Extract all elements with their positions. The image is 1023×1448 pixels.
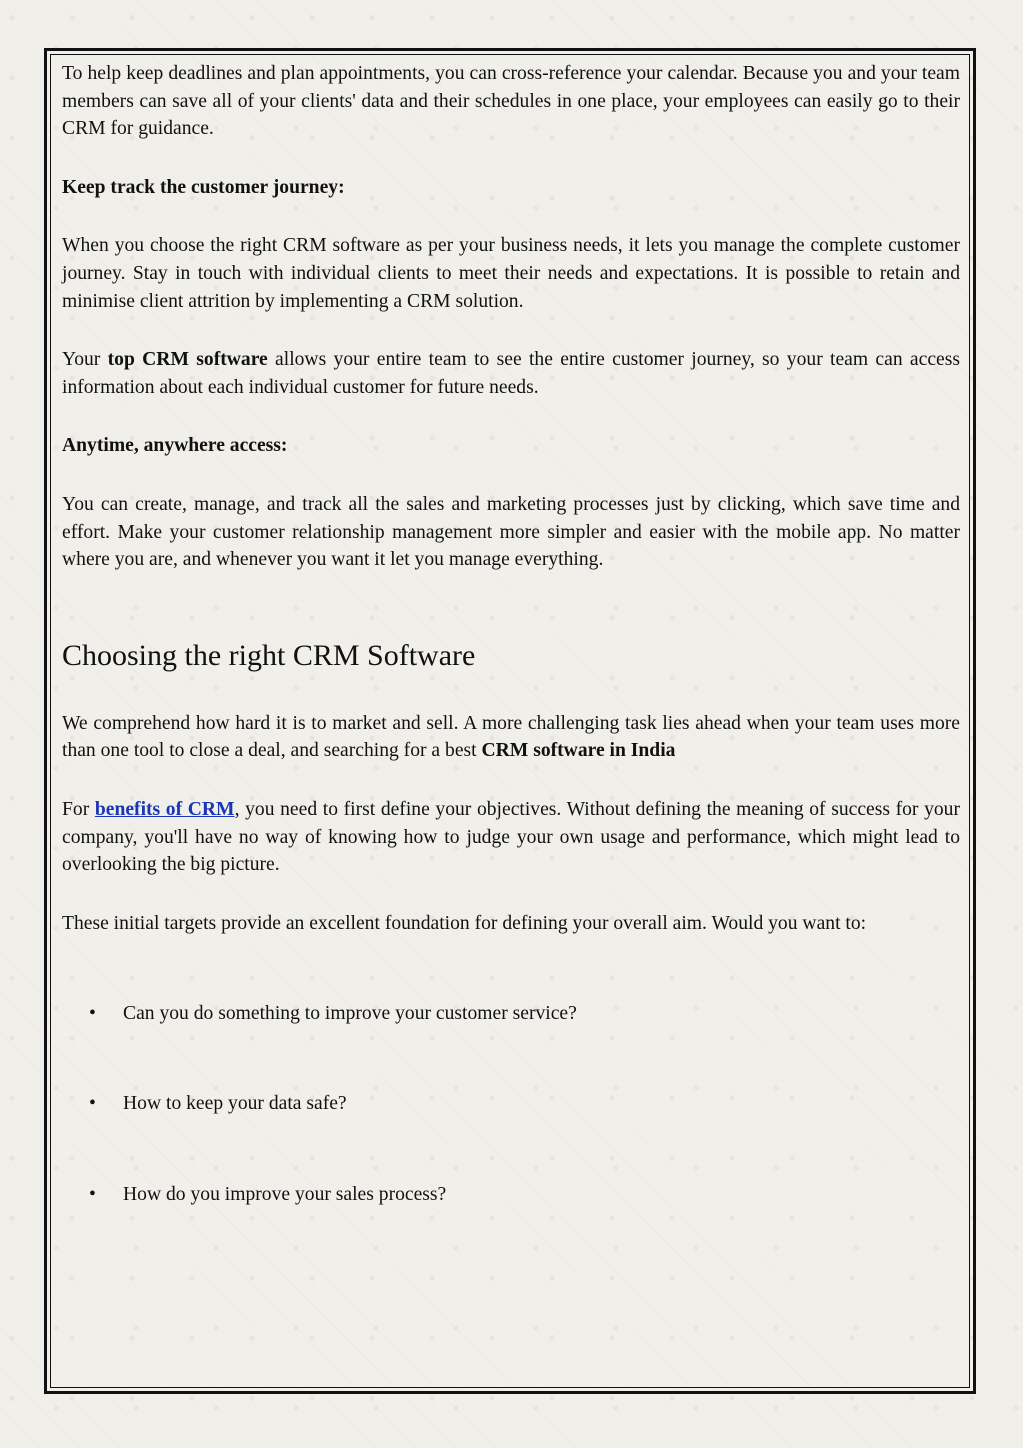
- text-segment: We comprehend how hard it is to market and sell. A more challenging task lies ahead when your team uses more than one tool to close a deal, and searching for a best: [62, 712, 960, 762]
- paragraph-calendar: To help keep deadlines and plan appointments, you can cross-reference your calendar. Because you and your team members can save all of your clients' data and their schedules in one place, your employees can easily go to their CRM for guidance.: [62, 63, 960, 140]
- section-title: Choosing the right CRM Software: [62, 638, 476, 672]
- objectives-list: [62, 1000, 960, 1208]
- paragraph-top-crm: [62, 346, 960, 401]
- paragraph-market-sell: [62, 710, 960, 765]
- heading-anytime-access: Anytime, anywhere access:: [62, 435, 288, 457]
- paragraph-benefits: [62, 796, 960, 879]
- paragraph-anytime-access: You can create, manage, and track all the sales and marketing processes just by clicking, which save time and effort. Make your customer relationship management more simpler and easier with the mobile app. No matter where you are, and whenever you want it let you manage everything.: [62, 493, 960, 571]
- list-item: [62, 1090, 960, 1117]
- paragraph-initial-targets: These initial targets provide an excellent foundation for defining your overall aim. Would you want to:: [62, 912, 867, 934]
- text-segment: allows your entire team to see the entire customer journey, so your team can access information about each individual customer for future needs.: [62, 349, 960, 398]
- bold-top-crm-software: top CRM software: [107, 349, 268, 371]
- list-item-text: How to keep your data safe?: [123, 1093, 347, 1115]
- text-segment: , you need to first define your objectives. Without defining the meaning of success for your company, you'll have no way of knowing how to judge your own usage and performance, which might lead to overlooking the big picture.: [62, 798, 961, 876]
- benefits-of-crm-link[interactable]: benefits of CRM: [94, 798, 235, 820]
- list-item: [62, 1000, 960, 1027]
- bold-crm-software-india: CRM software in India: [481, 740, 676, 762]
- bullet-icon: •: [89, 1184, 96, 1206]
- text-segment: Your: [62, 349, 108, 371]
- bullet-icon: •: [89, 1003, 96, 1025]
- text-segment: For: [62, 798, 95, 820]
- list-item: [62, 1181, 960, 1208]
- bullet-icon: •: [89, 1093, 96, 1115]
- heading-customer-journey: Keep track the customer journey:: [62, 176, 345, 198]
- paragraph-customer-journey: When you choose the right CRM software as per your business needs, it lets you manage the complete customer journey. Stay in touch with individual clients to meet their needs and expectations. It is possible to retain and minimise client attrition by implementing a CRM solution.: [62, 235, 960, 312]
- list-item-text: How do you improve your sales process?: [123, 1184, 447, 1206]
- list-item-text: Can you do something to improve your customer service?: [123, 1003, 577, 1025]
- document-body: [62, 60, 960, 1208]
